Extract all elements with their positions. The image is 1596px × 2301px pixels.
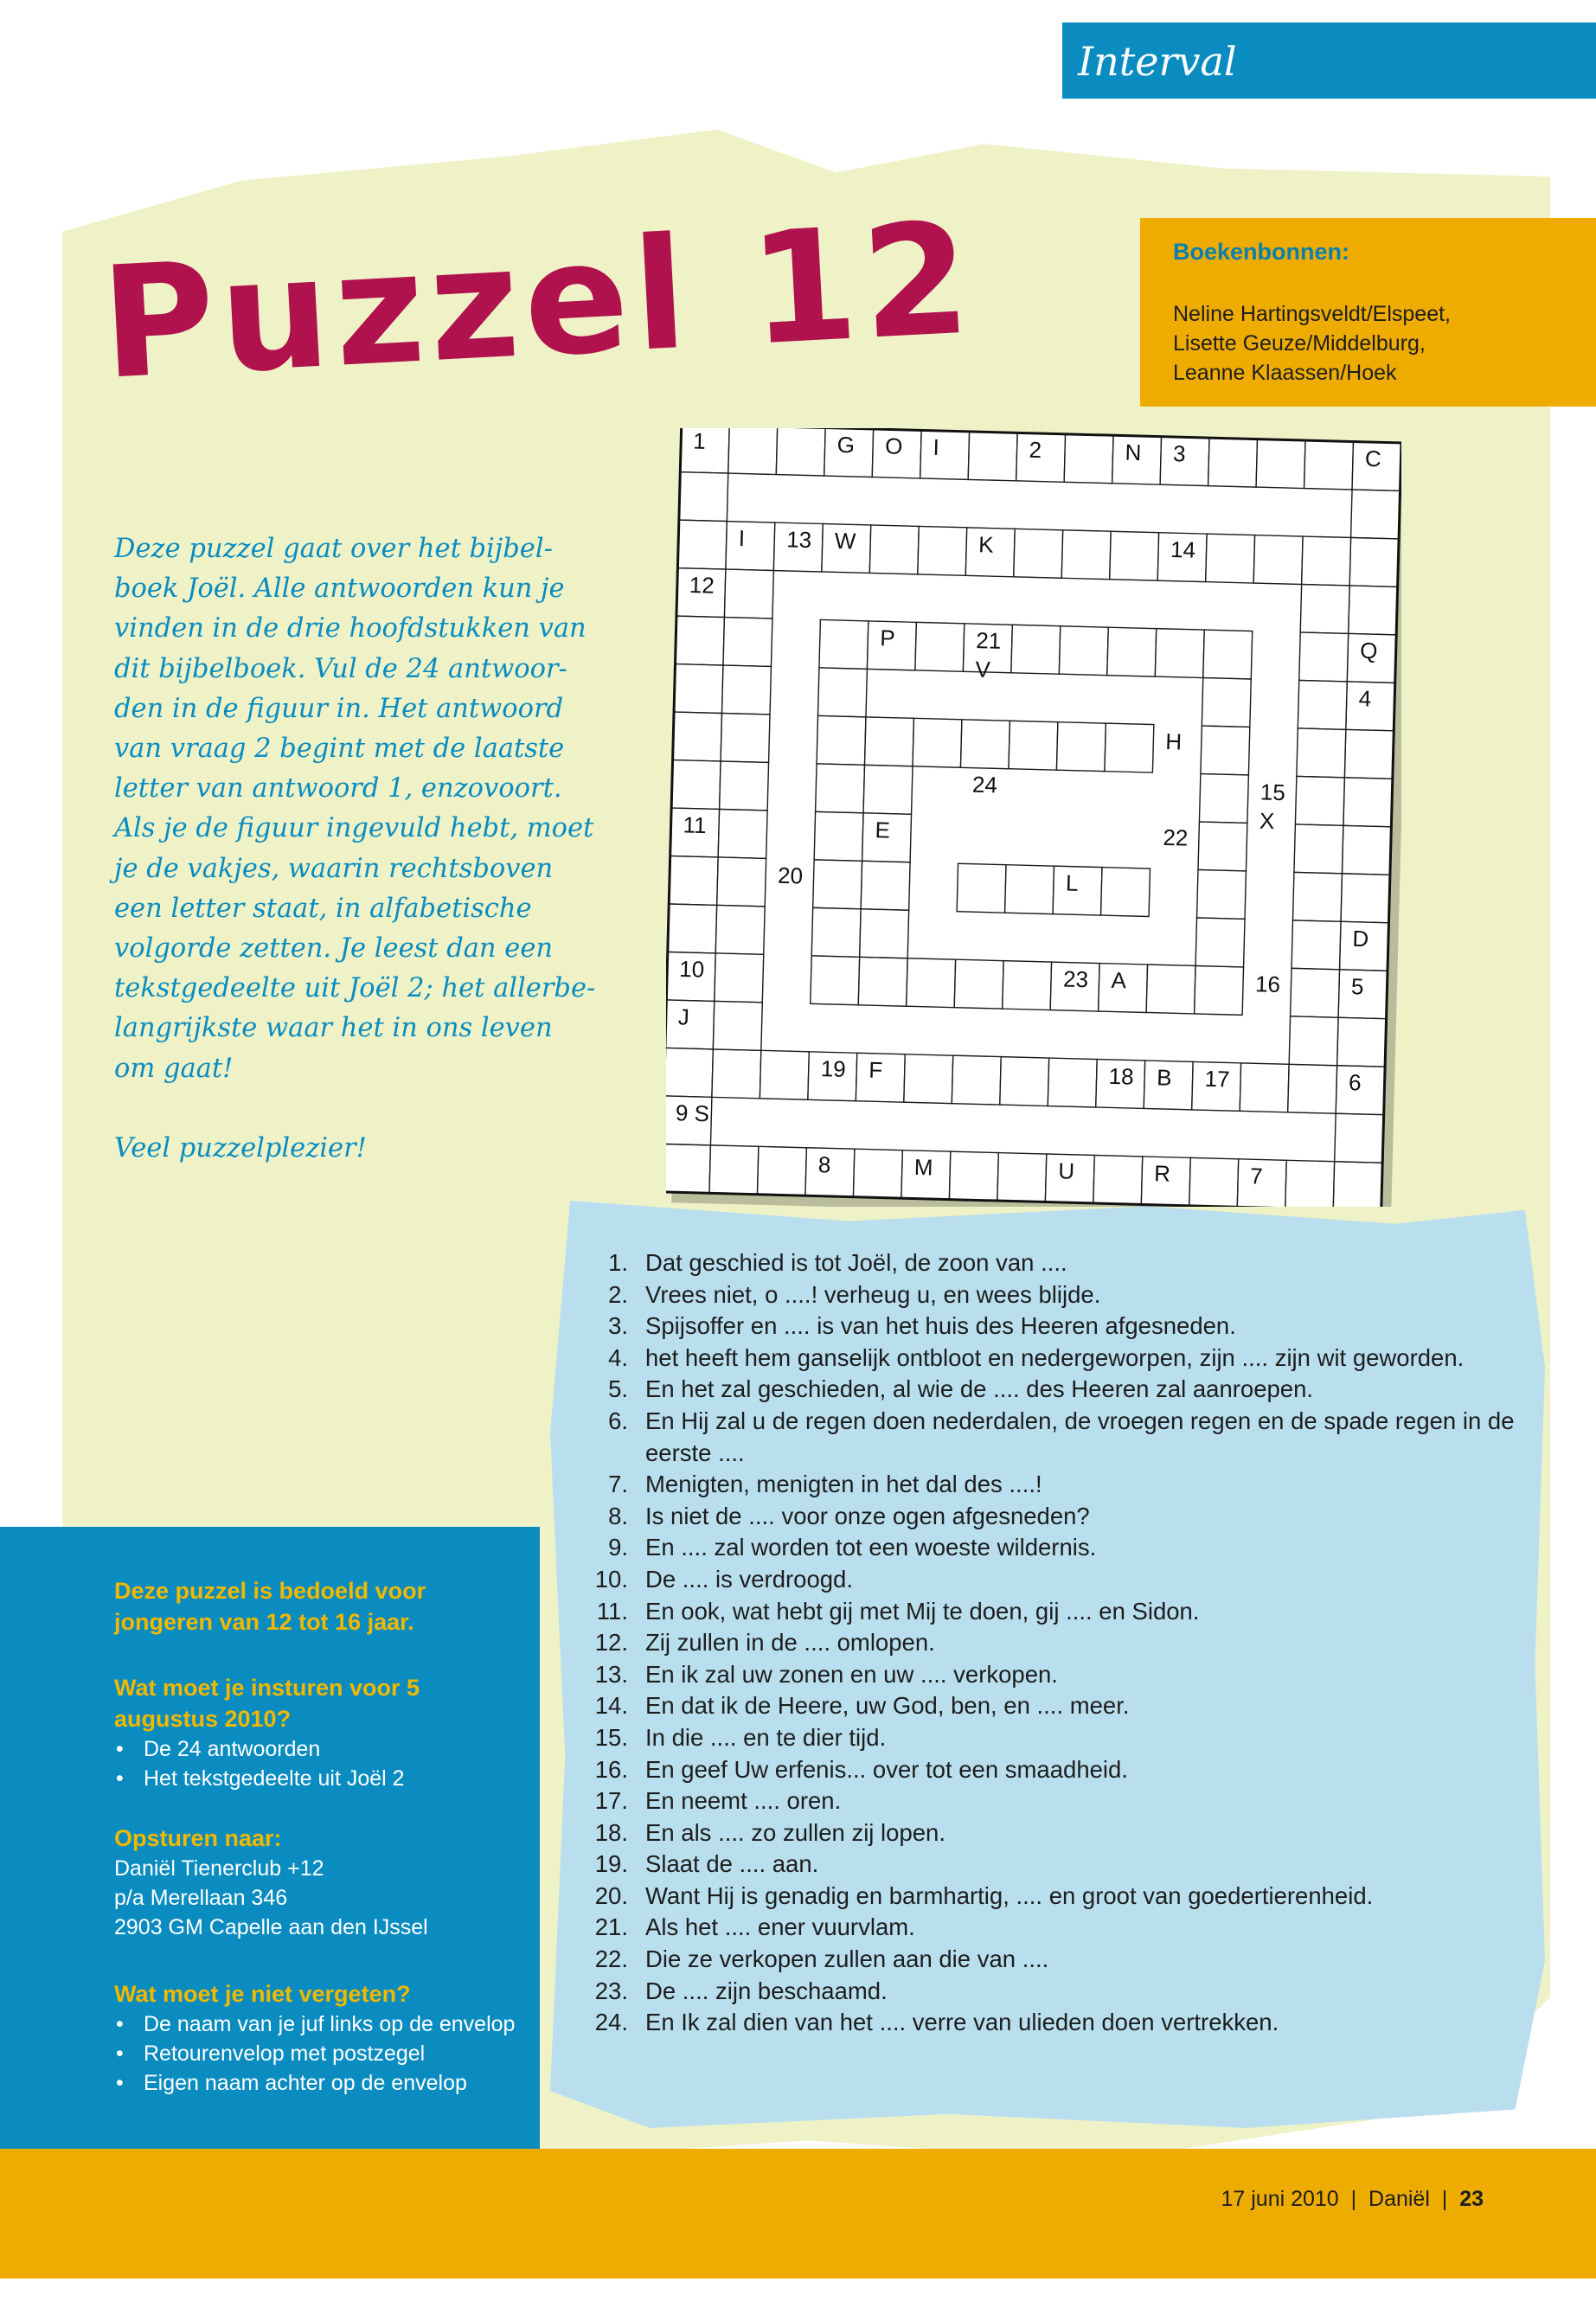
grid-cell[interactable] (1349, 586, 1398, 635)
clue-item (588, 1849, 1531, 1881)
grid-label: 23 (1062, 965, 1089, 993)
grid-label: E (875, 817, 891, 843)
grid-cell[interactable] (1203, 630, 1253, 679)
grid-cell[interactable] (1107, 627, 1157, 676)
grid-cell[interactable] (1014, 529, 1063, 578)
grid-label: 8 (817, 1151, 831, 1178)
clue-number: 1. (608, 1249, 628, 1276)
clue-text: Menigten, menigten in het dal des ....! (645, 1471, 1042, 1498)
grid-cell[interactable] (1351, 490, 1401, 539)
clue-text: De .... zijn beschaamd. (645, 1977, 888, 2004)
address-heading: Opsturen naar: (114, 1825, 282, 1851)
grid-label: D (1352, 925, 1369, 952)
clue-number: 11. (596, 1597, 628, 1625)
grid-cell[interactable] (1289, 1016, 1338, 1066)
clue-number: 15. (594, 1723, 628, 1751)
clue-item (588, 1501, 1531, 1533)
clue-text: En als .... zo zullen zij lopen. (645, 1818, 945, 1846)
clue-item (588, 1817, 1531, 1849)
section-tab (1062, 22, 1596, 99)
grid-label: C (1364, 445, 1382, 472)
grid-label: W (834, 527, 856, 554)
grid-cell[interactable] (679, 472, 728, 522)
page-title: Puzzel 12 (97, 189, 979, 413)
grid-label: Q (1359, 637, 1378, 664)
grid-label: X (1259, 807, 1275, 835)
grid-label: 15 (1259, 779, 1286, 806)
grid-cell[interactable] (1343, 778, 1393, 827)
grid-cell[interactable] (1202, 678, 1251, 727)
clue-item (588, 1659, 1531, 1691)
grid-cell[interactable] (863, 765, 913, 814)
grid-cell[interactable] (915, 622, 965, 671)
grid-cell[interactable] (722, 665, 772, 715)
grid-cell[interactable] (1285, 1160, 1335, 1207)
grid-cell[interactable] (1335, 1113, 1384, 1163)
grid-cell[interactable] (1298, 680, 1347, 729)
grid-label: 22 (1163, 824, 1189, 851)
clue-text: De .... is verdroogd. (645, 1565, 853, 1593)
clue-number: 3. (608, 1312, 628, 1340)
grid-cell[interactable] (1064, 434, 1113, 484)
clue-number: 9. (608, 1534, 628, 1561)
clue-item (588, 2007, 1531, 2039)
clue-text: het heeft hem ganselijk ontbloot en nedergeworpen, zijn .... zijn wit geworden. (645, 1343, 1465, 1371)
grid-cell[interactable] (760, 1050, 809, 1099)
send-list (114, 1734, 521, 1793)
grid-cell[interactable] (861, 861, 910, 910)
grid-label: 11 (683, 811, 708, 839)
remember-item: • Eigen naam achter op de envelop (114, 2068, 521, 2098)
remember-item: • Retourenvelop met postzegel (114, 2039, 521, 2068)
grid-cell[interactable] (1256, 439, 1305, 489)
grid-cell[interactable] (1195, 918, 1245, 967)
clue-number: 7. (608, 1471, 628, 1498)
clue-number: 20. (594, 1881, 628, 1909)
grid-label: 6 (1348, 1069, 1362, 1096)
grid-cell[interactable] (709, 1145, 759, 1195)
intro-line: Deze puzzel gaat over het bijbel- (114, 534, 553, 564)
clue-text: En neemt .... oren. (645, 1787, 842, 1815)
winners-title: Boekenbonnen: (1173, 239, 1350, 265)
clue-item (588, 1596, 1531, 1628)
clue-item (588, 1279, 1531, 1311)
grid-cell[interactable] (723, 618, 772, 667)
grid-cell[interactable] (728, 428, 778, 475)
clue-item (588, 1722, 1531, 1754)
clue-text: En Ik zal dien van het .... verre van ulieden doen vertrekken. (645, 2009, 1279, 2036)
address-line: Daniël Tienerclub +12 (114, 1856, 324, 1881)
crossword-svg (666, 428, 1401, 1207)
grid-label: 20 (777, 862, 804, 889)
grid-cell[interactable] (1240, 1063, 1289, 1112)
intro-line: vinden in de drie hoofdstukken van (114, 613, 586, 644)
clue-item (588, 1912, 1531, 1944)
clue-number: 21. (594, 1913, 628, 1941)
grid-cell[interactable] (1105, 723, 1154, 772)
grid-cell[interactable] (952, 1055, 1001, 1105)
send-item: • Het tekstgedeelte uit Joël 2 (114, 1764, 521, 1793)
grid-cell[interactable] (1059, 626, 1108, 676)
grid-label: I (738, 524, 746, 552)
grid-cell[interactable] (720, 761, 769, 811)
grid-cell[interactable] (1337, 1017, 1387, 1067)
grid-cell[interactable] (819, 619, 869, 669)
info-box (0, 1527, 540, 2150)
grid-cell[interactable] (1333, 1162, 1382, 1207)
footer-separator: | (1344, 2187, 1369, 2211)
clue-text: En ook, wat hebt gij met Mij te doen, gij .... en Sidon. (645, 1597, 1200, 1625)
remember-item: • De naam van je juf links op de envelop (114, 2009, 521, 2039)
grid-cell[interactable] (718, 809, 767, 858)
grid-cell[interactable] (713, 1001, 762, 1050)
grid-cell[interactable] (968, 432, 1017, 481)
grid-cell[interactable] (813, 860, 862, 909)
grid-label: 19 (820, 1055, 847, 1082)
intro-line: van vraag 2 begint met de laatste (114, 734, 565, 765)
send-item: • De 24 antwoorden (114, 1734, 521, 1764)
intro-line: dit bijbelboek. Vul de 24 antwoor- (114, 653, 567, 684)
clue-number: 14. (594, 1692, 628, 1720)
clue-item (588, 1374, 1531, 1406)
intro-line: om gaat! (114, 1053, 234, 1084)
grid-cell[interactable] (907, 958, 956, 1008)
grid-cell[interactable] (666, 1000, 715, 1049)
grid-cell[interactable] (1005, 865, 1054, 914)
grid-cell[interactable] (1294, 824, 1343, 874)
grid-label: M (913, 1154, 933, 1181)
grid-cell[interactable] (1155, 629, 1204, 678)
clue-item (588, 1627, 1531, 1659)
page-number: 23 (1459, 2187, 1484, 2211)
clue-item (588, 1247, 1531, 1279)
address-line: 2903 GM Capelle aan den IJssel (114, 1915, 428, 1939)
clue-text: En het zal geschieden, al wie de .... des Heeren zal aanroepen. (645, 1375, 1314, 1403)
bottom-margin (0, 2279, 1596, 2301)
grid-cell[interactable] (1093, 1155, 1143, 1204)
grid-label: B (1156, 1064, 1172, 1091)
grid-cell[interactable] (1291, 968, 1340, 1017)
grid-cell[interactable] (1300, 585, 1349, 634)
grid-cell[interactable] (1146, 965, 1195, 1014)
grid-cell[interactable] (957, 863, 1006, 913)
clue-number: 24. (594, 2009, 628, 2036)
grid-cell[interactable] (1304, 440, 1354, 490)
clue-number: 5. (608, 1375, 628, 1403)
grid-cell[interactable] (1292, 872, 1342, 921)
grid-cell[interactable] (1302, 536, 1351, 586)
grid-label: 18 (1108, 1062, 1135, 1090)
intro-line: letter van antwoord 1, enzovoort. (114, 773, 562, 804)
grid-cell[interactable] (1253, 535, 1303, 585)
grid-label: 4 (1358, 685, 1372, 712)
grid-cell[interactable] (726, 522, 775, 571)
grid-cell[interactable] (1003, 961, 1052, 1010)
winner-name: Lisette Geuze/Middelburg, (1173, 331, 1426, 356)
grid-cell[interactable] (1110, 531, 1159, 580)
send-section (114, 1672, 521, 1793)
clue-item (588, 1881, 1531, 1913)
winner-name: Leanne Klaassen/Hoek (1173, 361, 1397, 385)
clue-text: En .... zal worden tot een woeste wildernis. (645, 1534, 1097, 1561)
clue-number: 4. (608, 1343, 628, 1371)
grid-cell[interactable] (1195, 965, 1244, 1015)
intro-line: boek Joël. Alle antwoorden kun je (114, 574, 565, 605)
intro-text (114, 529, 596, 1089)
footer-text (1221, 2187, 1484, 2212)
grid-cell[interactable] (997, 1153, 1047, 1202)
grid-cell[interactable] (666, 1144, 710, 1193)
clue-text: Want Hij is genadig en barmhartig, .... en groot van goedertierenheid. (645, 1881, 1374, 1909)
grid-cell[interactable] (918, 526, 967, 575)
clue-text: Slaat de .... aan. (645, 1850, 819, 1878)
grid-label: O (884, 433, 903, 459)
grid-cell[interactable] (1000, 1057, 1049, 1106)
grid-cell[interactable] (676, 616, 725, 665)
grid-cell[interactable] (920, 430, 970, 479)
grid-cell[interactable] (1341, 874, 1390, 923)
grid-label: J (677, 1003, 690, 1030)
grid-label: 1 (692, 428, 707, 454)
clue-item (588, 1311, 1531, 1343)
grid-label: 5 (1350, 973, 1364, 1000)
grid-cell[interactable] (712, 1049, 761, 1099)
clue-number: 22. (594, 1945, 628, 1973)
closing-text: Veel puzzelplezier! (114, 1133, 367, 1163)
clue-text: En geef Uw erfenis... over tot een smaadheid. (645, 1755, 1128, 1783)
clue-text: En dat ik de Heere, uw God, ben, en .... meer. (645, 1692, 1130, 1720)
grid-cell[interactable] (865, 717, 914, 766)
clue-number: 18. (594, 1818, 628, 1846)
clue-item (588, 1785, 1531, 1817)
grid-cell[interactable] (1288, 1064, 1337, 1113)
grid-cell[interactable] (1198, 822, 1247, 871)
grid-label: R (1153, 1160, 1171, 1187)
grid-label: 16 (1254, 971, 1281, 998)
clue-number: 17. (594, 1787, 628, 1815)
clue-number: 12. (594, 1629, 628, 1657)
clue-item (588, 1343, 1531, 1375)
grid-cell[interactable] (1206, 534, 1255, 583)
send-heading: Wat moet je insturen voor 5 augustus 2010? (114, 1675, 420, 1732)
grid-cell[interactable] (904, 1054, 953, 1104)
clue-number: 16. (594, 1755, 628, 1783)
grid-cell[interactable] (1048, 1058, 1097, 1107)
grid-label: G (836, 431, 856, 458)
clue-text: Zij zullen in de .... omlopen. (645, 1629, 935, 1657)
grid-cell[interactable] (1344, 729, 1394, 779)
clue-text: En ik zal uw zonen en uw .... verkopen. (645, 1660, 1058, 1688)
grid-cell[interactable] (1011, 625, 1061, 674)
audience-text (114, 1575, 521, 1638)
grid-cell[interactable] (666, 1048, 713, 1097)
grid-label: P (879, 625, 896, 651)
grid-cell[interactable] (721, 714, 770, 763)
clue-text: Is niet de .... voor onze ogen afgesneden? (645, 1502, 1090, 1529)
footer-magazine: Daniël (1368, 2187, 1430, 2211)
grid-label: 10 (678, 955, 705, 983)
grid-cell[interactable] (715, 905, 765, 954)
clue-number: 8. (608, 1502, 628, 1529)
intro-line: je de vakjes, waarin rechtsboven (114, 853, 554, 884)
grid-cell[interactable] (1009, 721, 1058, 770)
grid-cell[interactable] (814, 811, 863, 861)
grid-label: I (933, 433, 940, 460)
grid-label: N (1125, 439, 1142, 466)
winner-name: Neline Hartingsveldt/Elspeet, (1173, 302, 1451, 326)
grid-label: 13 (785, 526, 812, 554)
grid-cell[interactable] (954, 959, 1003, 1009)
intro-line: tekstgedeelte uit Joël 2; het allerbe- (114, 973, 596, 1004)
grid-label: 2 (1029, 436, 1042, 464)
clue-text: En Hij zal u de regen doen nederdalen, de vroegen regen en de spade regen in de eerste .... (645, 1407, 1515, 1466)
clue-list (588, 1247, 1531, 2039)
clue-item (588, 1690, 1531, 1722)
grid-cell[interactable] (1292, 920, 1341, 970)
intro-line: Als je de figuur ingevuld hebt, moet (114, 813, 594, 844)
grid-cell[interactable] (816, 764, 865, 813)
clue-text: Als het .... ener vuurvlam. (645, 1913, 915, 1941)
grid-cell[interactable] (1189, 1157, 1239, 1207)
clue-text: Spijsoffer en .... is van het huis des Heeren afgesneden. (645, 1312, 1236, 1340)
grid-cell[interactable] (1349, 537, 1399, 586)
clue-number: 10. (594, 1565, 628, 1593)
grid-cell[interactable] (717, 857, 766, 907)
grid-cell[interactable] (811, 956, 860, 1005)
grid-cell[interactable] (715, 953, 764, 1003)
grid-cell[interactable] (1299, 632, 1349, 682)
grid-cell[interactable] (1295, 776, 1344, 825)
grid-cell[interactable] (757, 1146, 806, 1195)
address-section (114, 1823, 521, 1942)
grid-cell[interactable] (858, 957, 907, 1006)
grid-cell[interactable] (671, 760, 721, 810)
grid-cell[interactable] (724, 569, 773, 619)
grid-cell[interactable] (817, 715, 866, 765)
clue-item (588, 1564, 1531, 1596)
grid-cell[interactable] (853, 1149, 902, 1198)
clue-text: Vrees niet, o ....! verheug u, en wees blijde. (645, 1280, 1101, 1308)
clue-item (588, 1754, 1531, 1786)
grid-label: V (975, 656, 991, 683)
clue-text: Dat geschied is tot Joël, de zoon van .... (645, 1249, 1067, 1276)
grid-cell[interactable] (674, 664, 723, 714)
grid-cell[interactable] (1201, 726, 1250, 775)
intro-line: volgorde zetten. Je leest dan een (114, 933, 554, 965)
clue-number: 13. (594, 1660, 628, 1688)
grid-label: K (977, 531, 994, 558)
grid-cell[interactable] (960, 720, 1010, 769)
audience-heading: Deze puzzel is bedoeld voor jongeren van 12 tot 16 jaar. (114, 1578, 426, 1635)
grid-label: 7 (1249, 1163, 1264, 1189)
winners-box (1140, 218, 1596, 407)
remember-list (114, 2009, 521, 2098)
remember-section (114, 1978, 521, 2098)
grid-cell[interactable] (1297, 728, 1346, 778)
grid-label: A (1111, 966, 1127, 994)
clue-item (588, 1944, 1531, 1976)
winners-list (1173, 299, 1451, 388)
grid-cell[interactable] (1061, 530, 1111, 580)
remember-heading: Wat moet je niet vergeten? (114, 1981, 411, 2007)
clue-number: 23. (594, 1977, 628, 2004)
grid-cell[interactable] (1056, 722, 1106, 772)
grid-cell[interactable] (1342, 825, 1391, 875)
grid-label: 21 (975, 627, 1002, 654)
section-label: Interval (1078, 38, 1237, 85)
address-line: p/a Merellaan 346 (114, 1886, 288, 1910)
grid-cell[interactable] (811, 907, 861, 957)
grid-label: 3 (1172, 440, 1186, 467)
grid-cell[interactable] (669, 856, 718, 906)
grid-label: 24 (971, 771, 998, 798)
grid-cell[interactable] (1208, 438, 1258, 487)
grid-label: U (1057, 1157, 1075, 1184)
clue-number: 19. (594, 1850, 628, 1878)
grid-cell[interactable] (677, 520, 727, 569)
clue-item (588, 1976, 1531, 2008)
clue-number: 6. (608, 1407, 628, 1434)
grid-label: F (868, 1056, 883, 1084)
grid-label: L (1065, 869, 1079, 896)
grid-label: 17 (1204, 1065, 1230, 1093)
clue-item (588, 1532, 1531, 1564)
grid-label: 14 (1170, 536, 1196, 563)
grid-cell[interactable] (668, 904, 717, 953)
grid-cell[interactable] (1197, 869, 1247, 919)
clue-text: In die .... en te dier tijd. (645, 1723, 887, 1751)
grid-label: 9 S (675, 1099, 710, 1127)
clue-item (588, 1406, 1531, 1469)
crossword-grid (666, 428, 1401, 1207)
intro-line: langrijkste waar het in ons leven (114, 1013, 553, 1044)
grid-label: 12 (689, 571, 715, 599)
grid-cell[interactable] (673, 712, 722, 761)
grid-cell[interactable] (860, 909, 909, 958)
grid-cell[interactable] (949, 1151, 998, 1201)
grid-cell[interactable] (913, 718, 962, 767)
grid-cell[interactable] (1199, 774, 1248, 824)
grid-cell[interactable] (776, 428, 825, 476)
footer (0, 2149, 1596, 2279)
grid-cell[interactable] (1101, 868, 1151, 917)
clue-number: 2. (608, 1280, 628, 1308)
footer-separator: | (1435, 2187, 1460, 2211)
grid-cell[interactable] (817, 668, 867, 717)
footer-date: 17 juni 2010 (1221, 2187, 1339, 2211)
grid-label: H (1164, 727, 1183, 755)
clue-text: Die ze verkopen zullen aan die van .... (645, 1945, 1049, 1973)
clue-item (588, 1469, 1531, 1501)
intro-line: den in de figuur in. Het antwoord (114, 693, 564, 724)
grid-cell[interactable] (869, 525, 919, 574)
intro-line: een letter staat, in alfabetische (114, 893, 532, 924)
